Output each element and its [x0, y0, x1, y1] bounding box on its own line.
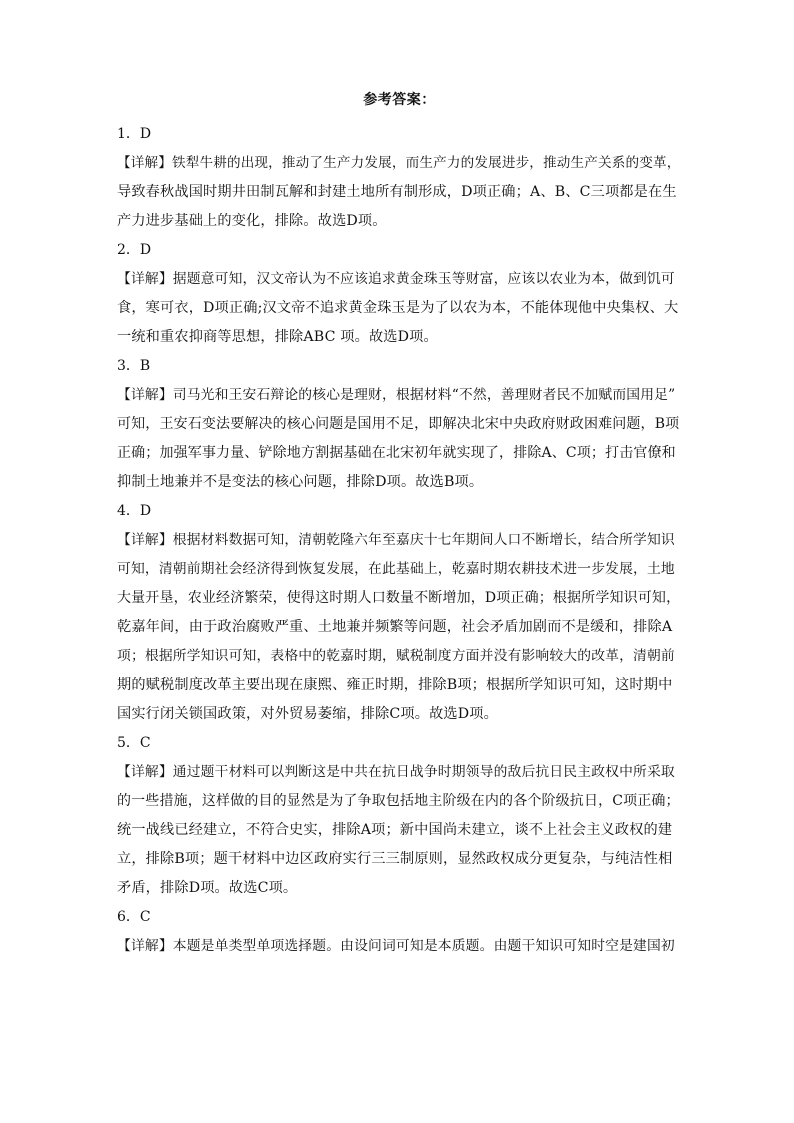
answer-item-4 [117, 497, 682, 729]
explanation-paragraph [117, 932, 682, 961]
answer-number: 2．D [117, 242, 152, 258]
explanation-line: 可知，王安石变法要解决的核心问题是国用不足，即解决北宋中央政府财政困难问题，B项 [117, 416, 680, 432]
explanation-line: 产力进步基础上的变化，排除。故选D项。 [117, 213, 387, 229]
page-title: 参考答案： [363, 92, 436, 108]
explanation-paragraph [117, 526, 682, 729]
answer-item-1 [117, 120, 682, 236]
explanation-line: 【详解】本题是单类型单项选择题。由设问词可知是本质题。由题干知识可知时空是建国初 [117, 938, 675, 954]
explanation-line: 统一战线已经建立，不符合史实，排除A项；新中国尚未建立，谈不上社会主义政权的建 [117, 822, 673, 838]
explanation-line: 【详解】铁犁牛耕的出现，推动了生产力发展，而生产力的发展进步，推动生产关系的变革， [117, 155, 681, 171]
answer-item-2 [117, 236, 682, 352]
answer-number: 4．D [117, 503, 152, 519]
explanation-line: 可知，清朝前期社会经济得到恢复发展，在此基础上，乾嘉时期农耕技术进一步发展，土地 [117, 561, 675, 577]
explanation-line: 食，寒可衣，D项正确;汉文帝不追求黄金珠玉是为了以农为本，不能体现他中央集权、大 [117, 300, 679, 316]
explanation-line: 大量开垦，农业经济繁荣，使得这时期人口数量不断增加，D项正确；根据所学知识可知， [117, 590, 681, 606]
explanation-paragraph [117, 149, 682, 236]
explanation-line: 【详解】据题意可知，汉文帝认为不应该追求黄金珠玉等财富，应该以农业为本，做到饥可 [117, 271, 675, 287]
explanation-line: 项；根据所学知识可知，表格中的乾嘉时期，赋税制度方面并没有影响较大的改革，清朝前 [117, 648, 675, 664]
answer-sheet [117, 90, 682, 961]
explanation-line: 立，排除B项；题干材料中边区政府实行三三制原则，显然政权成分更复杂，与纯洁性相 [117, 851, 673, 867]
explanation-paragraph [117, 265, 682, 352]
answer-item-6 [117, 903, 682, 961]
explanation-line: 乾嘉年间，由于政治腐败严重、土地兼并频繁等问题，社会矛盾加剧而不是缓和，排除A [117, 619, 673, 635]
explanation-line: 国实行闭关锁国政策，对外贸易萎缩，排除C项。故选D项。 [117, 706, 498, 722]
explanation-line: 一统和重农抑商等思想，排除ABC 项。故选D项。 [117, 329, 438, 345]
explanation-line: 的一些措施，这样做的目的显然是为了争取包括地主阶级在内的各个阶级抗日，C项正确； [117, 793, 680, 809]
answer-item-5 [117, 729, 682, 903]
answer-number: 6．C [117, 909, 151, 925]
explanation-line: 期的赋税制度改革主要出现在康熙、雍正时期，排除B项；根据所学知识可知，这时期中 [117, 677, 673, 693]
explanation-paragraph [117, 381, 682, 497]
explanation-line: 正确；加强军事力量、铲除地方割据基础在北宋初年就实现了，排除A、C项；打击官僚和 [117, 445, 676, 461]
explanation-line: 【详解】根据材料数据可知，清朝乾隆六年至嘉庆十七年期间人口不断增长，结合所学知识 [117, 532, 675, 548]
explanation-line: 矛盾，排除D项。故选C项。 [117, 880, 298, 896]
explanation-line: 【详解】司马光和王安石辩论的核心是理财，根据材料“不然，善理财者民不加赋而国用足” [117, 387, 676, 403]
explanation-paragraph [117, 758, 682, 903]
explanation-line: 【详解】通过题干材料可以判断这是中共在抗日战争时期领导的敌后抗日民主政权中所采取 [117, 764, 675, 780]
answer-number: 3．B [117, 358, 151, 374]
explanation-line: 抑制土地兼并不是变法的核心问题，排除D项。故选B项。 [117, 474, 484, 490]
answer-number: 1．D [117, 126, 152, 142]
explanation-line: 导致春秋战国时期井田制瓦解和封建土地所有制形成，D项正确；A、B、C三项都是在生 [117, 184, 677, 200]
answer-number: 5．C [117, 735, 151, 751]
answer-item-3 [117, 352, 682, 497]
